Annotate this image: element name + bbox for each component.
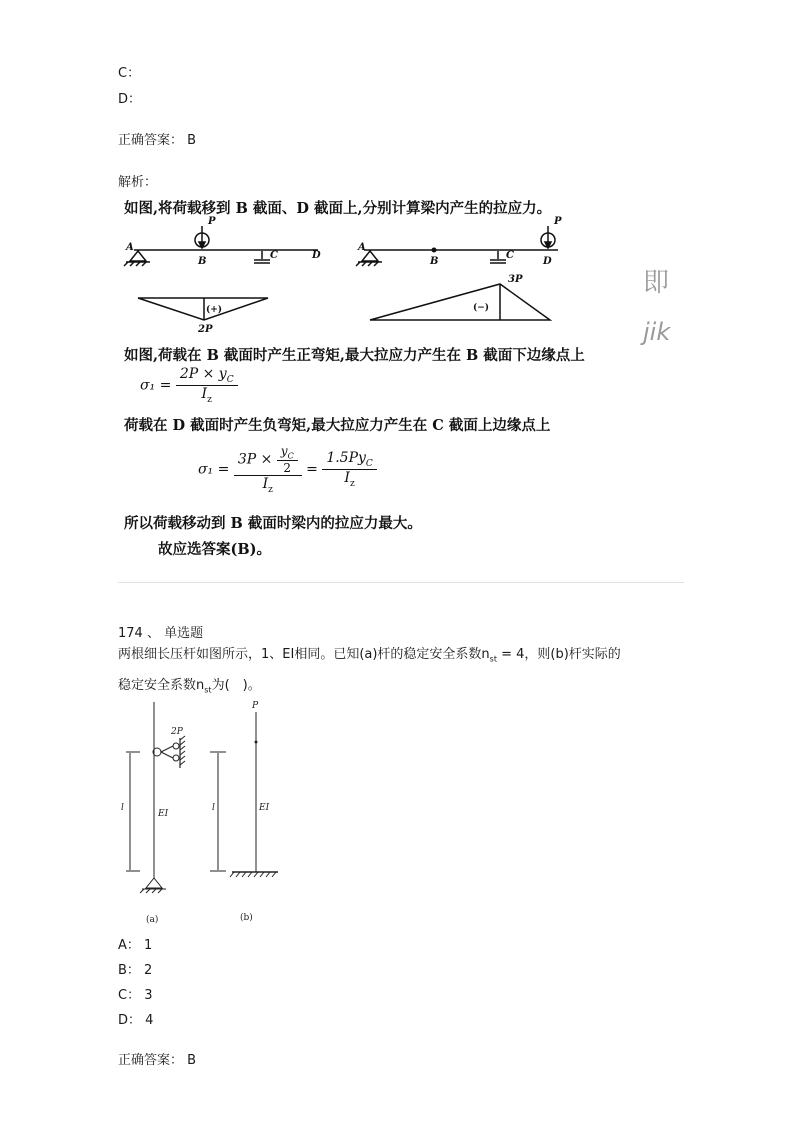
option-b[interactable]: B： 2: [118, 963, 153, 978]
question-text-line-2: 稳定安全系数n: [118, 677, 205, 693]
formula2-right-den-sub: z: [349, 478, 355, 489]
fig-caption-a: (a): [146, 915, 159, 925]
correct-answer-prev: 正确答案： B: [118, 133, 197, 148]
formula1-numerator: 2P × y: [179, 366, 227, 382]
watermark-line-1: 即: [643, 268, 670, 298]
formula2-right-num-sub: C: [365, 459, 373, 470]
pin-support-column-a: [146, 878, 162, 888]
question-text: [118, 642, 693, 703]
formula2-inner-den: 2: [283, 461, 292, 476]
label-c-right: C: [506, 250, 514, 261]
formula1-denominator-sub: z: [207, 394, 212, 405]
sigma-1-lhs: σ₁ =: [140, 377, 172, 394]
formula2-equals: =: [306, 461, 318, 478]
option-c: C：: [118, 66, 141, 81]
column-figure: [118, 698, 318, 928]
label-c-left: C: [270, 250, 278, 261]
label-b-left: B: [198, 256, 207, 267]
fig-label-p: P: [252, 701, 259, 711]
formula2-denominator-sub: z: [268, 485, 273, 496]
question-number-type: 174 、 单选题: [118, 626, 204, 641]
question-text-line-2-cont: 为( )。: [211, 677, 261, 693]
solution-line-3: 荷载在 D 截面时产生负弯矩,最大拉应力产生在 C 截面上边缘点上: [124, 417, 551, 434]
sigma-2-lhs: σ₁ =: [198, 461, 230, 478]
moment-diagram-positive: [138, 298, 268, 320]
formula2-numerator: 3P ×: [237, 451, 273, 468]
fig-label-ei-b: EI: [259, 803, 270, 813]
formula2-denominator: I: [262, 476, 269, 493]
formula2-right-num: 1.5Py: [326, 450, 366, 467]
formula2-inner-num: y: [280, 444, 288, 458]
label-a-left: A: [126, 242, 134, 253]
solution-image: [118, 192, 718, 568]
label-a-right: A: [358, 242, 366, 253]
fig-label-l-a: l: [121, 803, 124, 813]
label-p-left: P: [208, 216, 216, 227]
solution-line-2: 如图,荷载在 B 截面时产生正弯矩,最大拉应力产生在 B 截面下边缘点上: [124, 347, 585, 364]
option-d: D：: [118, 92, 142, 107]
formula-2: [198, 444, 377, 495]
correct-answer: 正确答案： B: [118, 1053, 197, 1068]
label-p-right: P: [554, 216, 562, 227]
solution-line-5: 故应选答案(B)。: [158, 541, 271, 558]
fig-label-2p: 2P: [171, 727, 183, 737]
sign-positive: (+): [206, 305, 223, 315]
formula2-inner-sub: C: [287, 451, 294, 461]
watermark-line-2: jik: [643, 318, 671, 346]
question-text-line-2-sub: st: [204, 685, 212, 695]
label-d-left: D: [312, 250, 321, 261]
solution-line-1: 如图,将荷载移到 B 截面、D 截面上,分别计算梁内产生的拉应力。: [124, 200, 552, 217]
moment-diagram-negative: [370, 284, 550, 320]
label-2p: 2P: [198, 324, 213, 335]
formula1-numerator-sub: C: [226, 374, 234, 385]
formula2-right-den: I: [344, 470, 350, 487]
question-text-line-1-sub: st: [489, 654, 497, 664]
question-text-line-1-cont: = 4，则(b)杆实际的: [496, 647, 621, 662]
fig-label-ei-a: EI: [158, 809, 169, 819]
label-b-right: B: [430, 256, 439, 267]
formula-1: [140, 366, 238, 405]
question-text-line-1: 两根细长压杆如图所示，1、EI相同。已知(a)杆的稳定安全系数n: [118, 647, 490, 662]
analysis-label: 解析：: [118, 175, 158, 190]
solution-line-4: 所以荷载移动到 B 截面时梁内的拉应力最大。: [124, 515, 422, 532]
option-a[interactable]: A： 1: [118, 938, 153, 953]
fig-label-l-b: l: [212, 803, 215, 813]
label-3p: 3P: [508, 274, 523, 285]
fig-caption-b: (b): [240, 913, 253, 923]
option-d[interactable]: D： 4: [118, 1013, 154, 1028]
beam-diagrams: [118, 214, 718, 344]
sign-negative: (−): [473, 303, 490, 313]
option-c[interactable]: C： 3: [118, 988, 153, 1003]
question-divider: [118, 582, 684, 583]
label-d-right: D: [543, 256, 552, 267]
formula1-denominator: I: [201, 385, 208, 402]
